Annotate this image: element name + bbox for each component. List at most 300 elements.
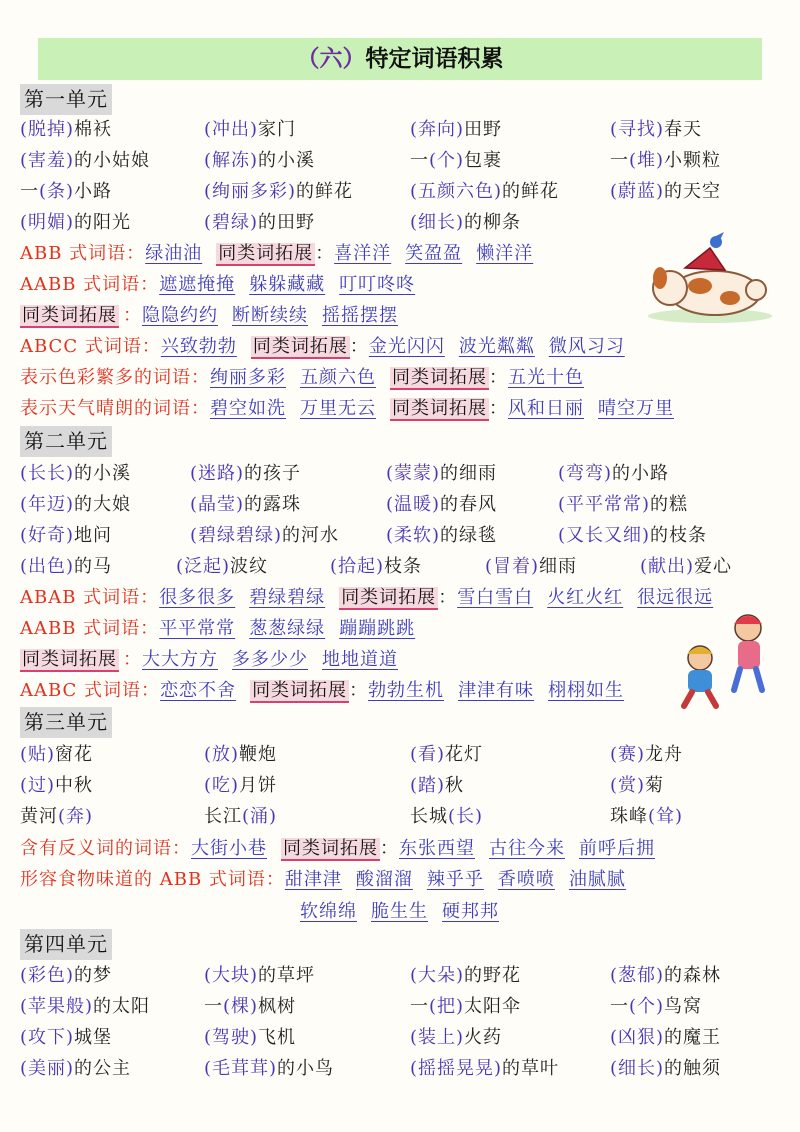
word: 地地道道 xyxy=(322,649,398,670)
grid-cell xyxy=(204,207,315,238)
entry-text: 的马 xyxy=(74,556,113,577)
entry-text: 枫树 xyxy=(258,996,297,1017)
word: 香喷喷 xyxy=(497,869,555,890)
entry-text: 的野花 xyxy=(464,965,522,986)
text-row xyxy=(20,269,429,300)
extension-tag: 同类词拓展 xyxy=(392,367,487,388)
entry-text: 火药 xyxy=(464,1027,503,1048)
entry-text: 鸟窝 xyxy=(664,996,703,1017)
colon: ： xyxy=(489,398,508,419)
word-entry xyxy=(204,212,315,233)
entry-fill: (毛茸茸) xyxy=(204,1058,278,1079)
grid-cell xyxy=(20,770,93,801)
word: 摇摇摆摆 xyxy=(322,305,398,326)
extension-tag: 同类词拓展 xyxy=(392,398,487,419)
entry-text: 的田野 xyxy=(258,212,316,233)
entry-text: 的小路 xyxy=(612,463,670,484)
word-entry xyxy=(410,181,559,202)
entry-fill: (解冻) xyxy=(204,150,259,171)
grid-cell xyxy=(610,801,683,832)
entry-fill: (看) xyxy=(410,744,446,765)
word: 蹦蹦跳跳 xyxy=(339,618,416,639)
entry-text: 飞机 xyxy=(258,1027,297,1048)
word: 津津有味 xyxy=(458,680,535,701)
entry-fill: (大朵) xyxy=(410,965,465,986)
entry-text: 棉袄 xyxy=(74,119,113,140)
line-label: ABB 式词语： xyxy=(20,243,146,264)
word: 栩栩如生 xyxy=(548,680,625,701)
grid-cell xyxy=(386,489,497,520)
grid-cell xyxy=(558,458,669,489)
entry-fill: (拾起) xyxy=(330,556,385,577)
entry-text: 的草坪 xyxy=(258,965,316,986)
entry-fill: (吃) xyxy=(204,775,240,796)
entry-fill: (驾驶) xyxy=(204,1027,259,1048)
word-entry xyxy=(410,806,483,827)
word: 碧绿碧绿 xyxy=(249,587,326,608)
word-entry xyxy=(204,744,277,765)
entry-text: 的阳光 xyxy=(74,212,132,233)
entry-text: 的鲜花 xyxy=(502,181,560,202)
entry-fill: (长) xyxy=(448,806,484,827)
word: 很多很多 xyxy=(159,587,236,608)
word-entry xyxy=(20,965,112,986)
grid-cell xyxy=(20,145,150,176)
entry-text: 的小姑娘 xyxy=(74,150,151,171)
grid-cell xyxy=(610,114,702,145)
entry-text: 细雨 xyxy=(539,556,578,577)
entry-text: 的露珠 xyxy=(244,494,302,515)
entry-text: 的春风 xyxy=(440,494,498,515)
text-row xyxy=(20,393,688,424)
entry-fill: (细长) xyxy=(610,1058,665,1079)
entry-text: 中秋 xyxy=(55,775,94,796)
entry-text: 的森林 xyxy=(664,965,722,986)
word: 雪白雪白 xyxy=(457,587,534,608)
entry-fill: (又长又细) xyxy=(558,525,651,546)
entry-prefix: 一 xyxy=(20,181,39,202)
word-entry xyxy=(20,181,112,202)
grid-cell xyxy=(20,176,112,207)
word-entry xyxy=(204,181,353,202)
entry-fill: (绚丽多彩) xyxy=(204,181,297,202)
text-row xyxy=(20,84,112,115)
colon: ： xyxy=(380,838,399,859)
line-label: AABC 式词语： xyxy=(20,680,161,701)
grid-cell xyxy=(190,520,339,551)
word: 甜津津 xyxy=(284,869,342,890)
line-label: 表示色彩繁多的词语： xyxy=(20,367,210,388)
word-entry xyxy=(410,965,521,986)
entry-text: 的鲜花 xyxy=(296,181,354,202)
grid-cell xyxy=(410,114,502,145)
word-entry xyxy=(190,525,339,546)
entry-text: 的枝条 xyxy=(650,525,708,546)
entry-fill: (攻下) xyxy=(20,1027,75,1048)
entry-text: 田野 xyxy=(464,119,503,140)
entry-fill: (苹果般) xyxy=(20,996,94,1017)
grid-cell xyxy=(410,1053,559,1084)
entry-text: 爱心 xyxy=(694,556,733,577)
entry-prefix: 一 xyxy=(204,996,223,1017)
entry-fill: (涌) xyxy=(242,806,278,827)
word: 叮叮咚咚 xyxy=(339,274,416,295)
entry-text: 的太阳 xyxy=(93,996,151,1017)
word: 喜洋洋 xyxy=(334,243,392,264)
entry-fill: (个) xyxy=(629,996,665,1017)
grid-cell xyxy=(176,551,268,582)
word-entry xyxy=(610,965,721,986)
colon: ： xyxy=(438,587,458,608)
word: 大街小巷 xyxy=(191,838,267,859)
grid-cell xyxy=(20,1022,112,1053)
entry-text: 波纹 xyxy=(230,556,269,577)
word-entry xyxy=(610,806,683,827)
entry-fill: (寻找) xyxy=(610,119,665,140)
entry-fill: (长长) xyxy=(20,463,75,484)
entry-fill: (个) xyxy=(429,150,465,171)
entry-text: 的小鸟 xyxy=(277,1058,335,1079)
word: 懒洋洋 xyxy=(476,243,534,264)
extension-tag: 同类词拓展 xyxy=(22,649,117,670)
entry-fill: (赛) xyxy=(610,744,646,765)
word: 晴空万里 xyxy=(598,398,674,419)
word-entry xyxy=(20,806,93,827)
grid-cell xyxy=(204,960,315,991)
entry-fill: (彩色) xyxy=(20,965,75,986)
entry-fill: (耸) xyxy=(648,806,684,827)
unit-heading: 第四单元 xyxy=(20,929,112,960)
word-entry xyxy=(558,525,707,546)
word: 火红火红 xyxy=(547,587,624,608)
grid-cell xyxy=(20,458,131,489)
entry-fill: (冲出) xyxy=(204,119,259,140)
grid-cell xyxy=(610,145,721,176)
word: 波光粼粼 xyxy=(458,336,535,357)
grid-cell xyxy=(330,551,422,582)
text-row xyxy=(20,707,112,738)
entry-fill: (平平常常) xyxy=(558,494,651,515)
word-entry xyxy=(20,996,150,1017)
word-entry xyxy=(204,965,315,986)
grid-cell xyxy=(410,770,464,801)
grid-cell xyxy=(640,551,732,582)
text-row xyxy=(20,426,112,457)
grid-cell xyxy=(410,207,521,238)
entry-fill: (大块) xyxy=(204,965,259,986)
grid-cell xyxy=(410,739,483,770)
word: 隐隐约约 xyxy=(142,305,218,326)
grid-cell xyxy=(204,176,353,207)
entry-text: 的触须 xyxy=(664,1058,722,1079)
entry-fill: (出色) xyxy=(20,556,75,577)
grid-cell xyxy=(610,1053,721,1084)
colon: ： xyxy=(315,243,335,264)
text-row xyxy=(20,238,547,269)
entry-text: 的公主 xyxy=(74,1058,132,1079)
line-label: 形容食物味道的 ABB 式词语： xyxy=(20,869,285,890)
grid-cell xyxy=(410,801,483,832)
entry-fill: (脱掉) xyxy=(20,119,75,140)
grid-cell xyxy=(20,207,131,238)
entry-text: 的小溪 xyxy=(258,150,316,171)
grid-cell xyxy=(204,1053,334,1084)
grid-cell xyxy=(20,1053,131,1084)
unit-heading: 第三单元 xyxy=(20,707,112,738)
line-label: AABB 式词语： xyxy=(20,274,160,295)
grid-cell xyxy=(410,1022,502,1053)
word-entry xyxy=(610,996,702,1017)
entry-fill: (棵) xyxy=(223,996,259,1017)
word-entry xyxy=(485,556,577,577)
grid-cell xyxy=(20,520,112,551)
entry-fill: (害羞) xyxy=(20,150,75,171)
entry-fill: (五颜六色) xyxy=(410,181,503,202)
word: 勃勃生机 xyxy=(368,680,445,701)
word: 古往今来 xyxy=(489,838,565,859)
word: 很远很远 xyxy=(637,587,714,608)
word: 五颜六色 xyxy=(300,367,376,388)
entry-fill: (奔) xyxy=(58,806,94,827)
grid-cell xyxy=(610,739,683,770)
entry-text: 包裹 xyxy=(464,150,503,171)
word: 断断续续 xyxy=(232,305,308,326)
entry-text: 的魔王 xyxy=(664,1027,722,1048)
word-entry xyxy=(176,556,268,577)
entry-text: 的草叶 xyxy=(502,1058,560,1079)
word-entry xyxy=(204,806,277,827)
entry-text: 窗花 xyxy=(55,744,94,765)
grid-cell xyxy=(20,991,150,1022)
entry-fill: (装上) xyxy=(410,1027,465,1048)
entry-fill: (摇摇晃晃) xyxy=(410,1058,503,1079)
grid-cell xyxy=(485,551,577,582)
entry-text: 太阳伞 xyxy=(464,996,522,1017)
word: 酸溜溜 xyxy=(355,869,413,890)
grid-cell xyxy=(410,960,521,991)
entry-fill: (晶莹) xyxy=(190,494,245,515)
entry-text: 龙舟 xyxy=(645,744,684,765)
entry-text: 鞭炮 xyxy=(239,744,278,765)
entry-fill: (温暖) xyxy=(386,494,441,515)
grid-cell xyxy=(410,991,521,1022)
entry-text: 小颗粒 xyxy=(664,150,722,171)
word-entry xyxy=(610,1058,721,1079)
grid-cell xyxy=(610,770,664,801)
word: 风和日丽 xyxy=(508,398,584,419)
entry-text: 长城 xyxy=(410,806,448,827)
word: 葱葱绿绿 xyxy=(249,618,326,639)
grid-cell xyxy=(190,489,301,520)
grid-cell xyxy=(204,145,315,176)
entry-text: 的天空 xyxy=(664,181,722,202)
grid-cell xyxy=(20,801,93,832)
text-row xyxy=(20,675,638,706)
entry-fill: (条) xyxy=(39,181,75,202)
word: 多多少少 xyxy=(232,649,308,670)
line-label: ABCC 式词语： xyxy=(20,336,161,357)
word-entry xyxy=(386,494,497,515)
grid-cell xyxy=(204,801,277,832)
word-entry xyxy=(610,150,721,171)
word-entry xyxy=(410,212,521,233)
text-row xyxy=(20,362,598,393)
word-entry xyxy=(190,463,301,484)
word-entry xyxy=(20,463,131,484)
entry-fill: (迷路) xyxy=(190,463,245,484)
word-entry xyxy=(20,1027,112,1048)
extension-tag: 同类词拓展 xyxy=(283,838,378,859)
word-entry xyxy=(20,150,150,171)
entry-fill: (美丽) xyxy=(20,1058,75,1079)
grid-cell xyxy=(410,176,559,207)
entry-fill: (过) xyxy=(20,775,56,796)
entry-fill: (献出) xyxy=(640,556,695,577)
entry-text: 小路 xyxy=(74,181,113,202)
word: 笑盈盈 xyxy=(405,243,463,264)
word-entry xyxy=(20,775,93,796)
word-entry xyxy=(558,494,688,515)
word-entry xyxy=(640,556,732,577)
text-row xyxy=(20,300,412,331)
entry-fill: (明媚) xyxy=(20,212,75,233)
colon: ： xyxy=(489,367,508,388)
grid-cell xyxy=(204,739,277,770)
entry-fill: (奔向) xyxy=(410,119,465,140)
word: 软绵绵 xyxy=(300,901,357,922)
word-entry xyxy=(610,1027,721,1048)
entry-fill: (葱郁) xyxy=(610,965,665,986)
extension-tag: 同类词拓展 xyxy=(218,243,314,264)
extension-tag: 同类词拓展 xyxy=(252,680,348,701)
line-label: 表示天气晴朗的词语： xyxy=(20,398,210,419)
word-entry xyxy=(410,1058,559,1079)
grid-cell xyxy=(410,145,502,176)
entry-fill: (把) xyxy=(429,996,465,1017)
entry-prefix: 一 xyxy=(610,150,629,171)
grid-cell xyxy=(558,520,707,551)
colon: ： xyxy=(349,680,369,701)
entry-text: 黄河 xyxy=(20,806,58,827)
entry-text: 花灯 xyxy=(445,744,484,765)
grid-cell xyxy=(20,114,112,145)
text-row xyxy=(20,644,412,675)
word-entry xyxy=(610,775,664,796)
entry-text: 的柳条 xyxy=(464,212,522,233)
word-entry xyxy=(410,996,521,1017)
colon: ： xyxy=(123,649,142,670)
grid-cell xyxy=(190,458,301,489)
grid-cell xyxy=(20,489,131,520)
text-row xyxy=(20,929,112,960)
entry-text: 秋 xyxy=(445,775,465,796)
word-entry xyxy=(204,775,277,796)
entry-fill: (放) xyxy=(204,744,240,765)
word-entry xyxy=(20,556,112,577)
word: 兴致勃勃 xyxy=(160,336,237,357)
word-entry xyxy=(410,119,502,140)
word: 绚丽多彩 xyxy=(210,367,286,388)
grid-cell xyxy=(558,489,688,520)
word-entry xyxy=(610,744,683,765)
word-entry xyxy=(204,150,315,171)
text-row xyxy=(20,582,727,613)
grid-cell xyxy=(20,739,93,770)
entry-fill: (年迈) xyxy=(20,494,75,515)
entry-prefix: 一 xyxy=(410,996,429,1017)
word-entry xyxy=(20,212,131,233)
dog-reading-illustration xyxy=(630,228,780,328)
grid-cell xyxy=(386,458,497,489)
entry-text: 的细雨 xyxy=(440,463,498,484)
entry-text: 长江 xyxy=(204,806,242,827)
word-entry xyxy=(20,494,131,515)
word: 前呼后拥 xyxy=(579,838,655,859)
entry-text: 珠峰 xyxy=(610,806,648,827)
line-label: ABAB 式词语： xyxy=(20,587,160,608)
text-row xyxy=(300,896,513,927)
grid-cell xyxy=(610,991,702,1022)
word: 脆生生 xyxy=(371,901,428,922)
word-entry xyxy=(20,1058,131,1079)
extension-tag: 同类词拓展 xyxy=(22,305,117,326)
text-row xyxy=(20,331,639,362)
grid-cell xyxy=(204,770,277,801)
entry-text: 城堡 xyxy=(74,1027,113,1048)
colon: ： xyxy=(349,336,369,357)
entry-fill: (踏) xyxy=(410,775,446,796)
grid-cell xyxy=(204,991,296,1022)
word: 躲躲藏藏 xyxy=(249,274,326,295)
word-entry xyxy=(386,525,497,546)
extension-tag: 同类词拓展 xyxy=(252,336,348,357)
entry-text: 月饼 xyxy=(239,775,278,796)
word-entry xyxy=(610,181,721,202)
word: 绿油油 xyxy=(145,243,203,264)
entry-text: 春天 xyxy=(664,119,703,140)
grid-cell xyxy=(610,960,721,991)
word: 硬邦邦 xyxy=(442,901,499,922)
title-prefix: （六） xyxy=(296,46,366,72)
entry-fill: (泛起) xyxy=(176,556,231,577)
word: 遮遮掩掩 xyxy=(159,274,236,295)
kids-playing-illustration xyxy=(670,610,790,710)
entry-fill: (赏) xyxy=(610,775,646,796)
title-text: 特定词语积累 xyxy=(365,46,504,72)
entry-prefix: 一 xyxy=(610,996,629,1017)
word: 平平常常 xyxy=(159,618,236,639)
word-entry xyxy=(204,996,296,1017)
word-entry xyxy=(558,463,669,484)
line-label: AABB 式词语： xyxy=(20,618,160,639)
word: 恋恋不舍 xyxy=(160,680,237,701)
word-entry xyxy=(204,1058,334,1079)
text-row xyxy=(20,833,669,864)
entry-text: 枝条 xyxy=(384,556,423,577)
entry-text: 的梦 xyxy=(74,965,113,986)
text-row xyxy=(20,613,429,644)
entry-text: 的绿毯 xyxy=(440,525,498,546)
word-entry xyxy=(204,1027,296,1048)
entry-text: 的小溪 xyxy=(74,463,132,484)
grid-cell xyxy=(386,520,497,551)
unit-heading: 第一单元 xyxy=(20,84,112,115)
word: 辣乎乎 xyxy=(426,869,484,890)
extension-tag: 同类词拓展 xyxy=(341,587,437,608)
word-entry xyxy=(20,744,93,765)
entry-text: 的糕 xyxy=(650,494,689,515)
grid-cell xyxy=(20,960,112,991)
